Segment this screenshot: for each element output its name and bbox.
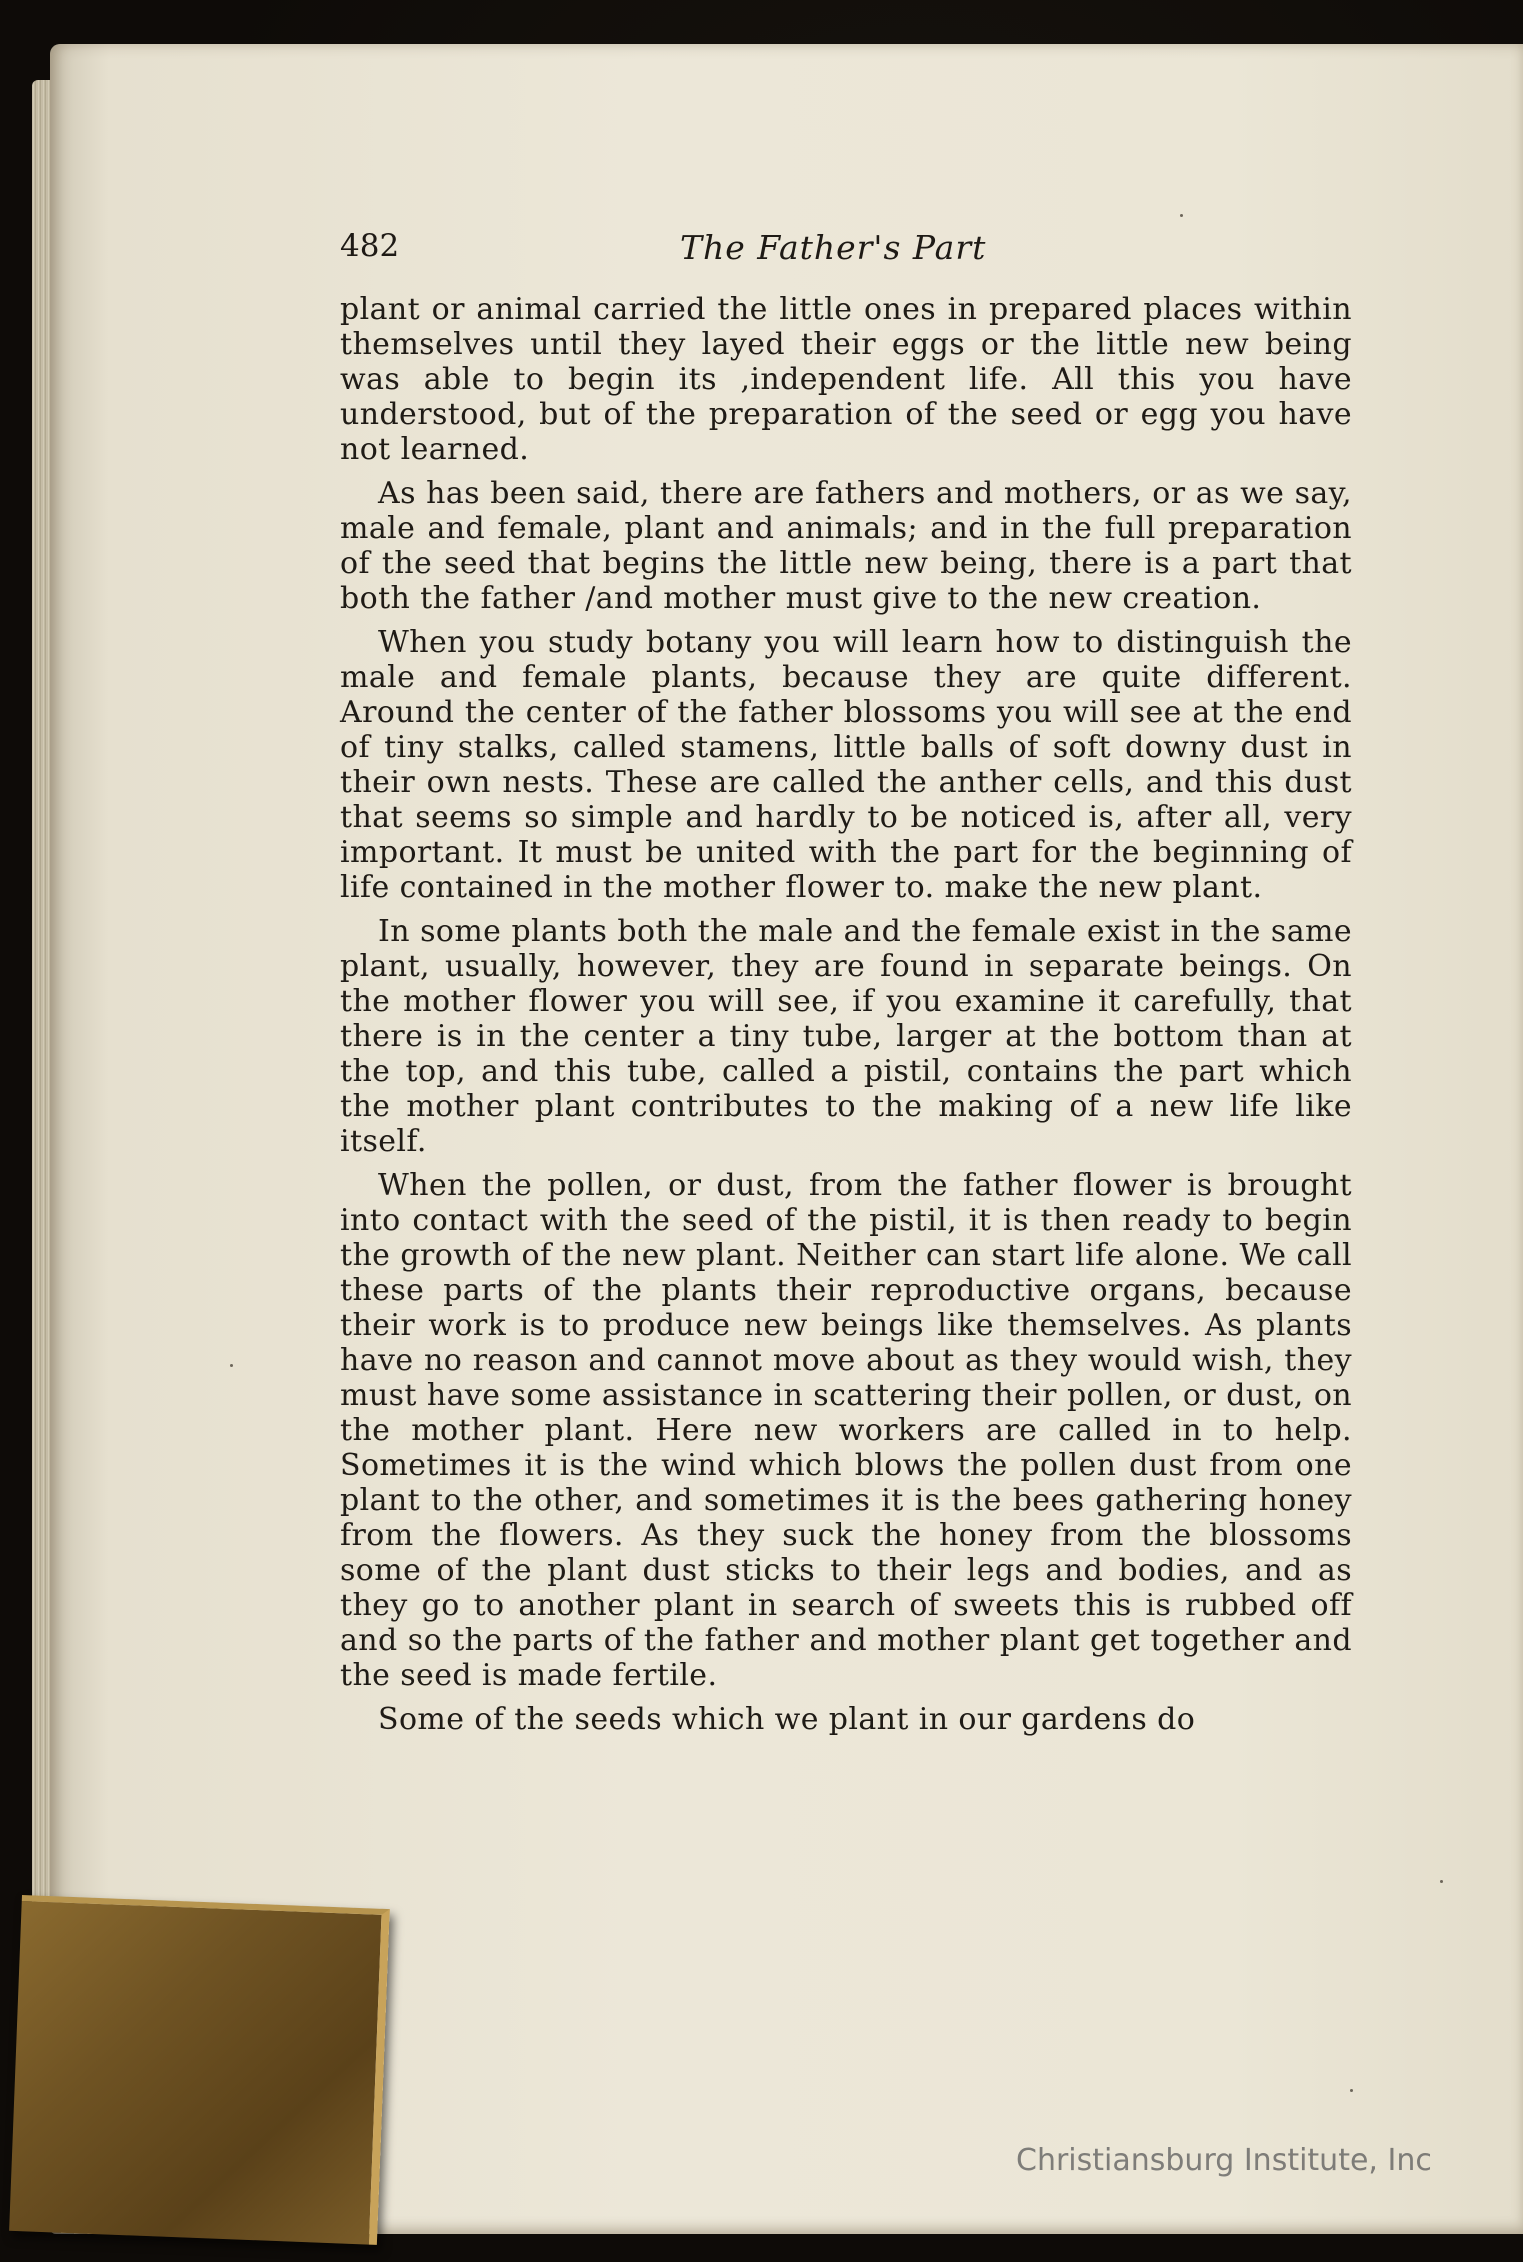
- running-header: [340, 228, 1002, 276]
- page-edges: [32, 80, 52, 2180]
- body-text: [340, 292, 1352, 1746]
- paragraph-3: When you study botany you will learn how to distinguish the male and female plants, because they are quite different. Around the center of the father blossoms you will see at the end of tiny stalks, called stamens, little balls of soft downy dust in their own nests. These are called the anther cells, and this dust that seems so simple and hardly to be noticed is, after all, very important. It must be united with the part for the beginning of life contained in the mother flower to. make the new plant.: [340, 625, 1352, 905]
- paper-speck: [230, 1364, 233, 1367]
- paragraph-2: As has been said, there are fathers and mothers, or as we say, male and female, plant and animals; and in the full preparation of the seed that begins the little new being, there is a part that both the father /and mother must give to the new creation.: [340, 476, 1352, 616]
- paper-speck: [1180, 214, 1183, 217]
- paper-speck: [1440, 1880, 1443, 1883]
- paragraph-6: Some of the seeds which we plant in our gardens do: [378, 1702, 1196, 1737]
- paper-speck: [1350, 2089, 1353, 2092]
- paragraph-5: When the pollen, or dust, from the father flower is brought into contact with the seed of the pistil, it is then ready to begin the growth of the new plant. Neither can start life alone. We call these parts of the plants their reproductive organs, because their work is to produce new beings like themselves. As plants have no reason and cannot move about as they would wish, they must have some assistance in scattering their pollen, or dust, on the mother plant. Here new workers are called in to help. Sometimes it is the wind which blows the pollen dust from one plant to the other, and sometimes it is the bees gathering honey from the flowers. As they suck the honey from the blossoms some of the plant dust sticks to their legs and bodies, and as they go to another plant in search of sweets this is rubbed off and so the parts of the father and mother plant get together and the seed is made fertile.: [340, 1168, 1352, 1693]
- watermark: Christiansburg Institute, Inc: [1016, 2143, 1432, 2178]
- paragraph-1: plant or animal carried the little ones in prepared places within themselves until they layed their eggs or the little new being was able to begin its ,independent life. All this you have understood, but of the preparation of the seed or egg you have not learned.: [340, 292, 1352, 467]
- paragraph-4: In some plants both the male and the female exist in the same plant, usually, however, they are found in separate beings. On the mother flower you will see, if you examine it carefully, that there is in the center a tiny tube, larger at the bottom than at the top, and this tube, called a pistil, contains the part which the mother plant contributes to the making of a new life like itself.: [340, 914, 1352, 1159]
- running-title: The Father's Part: [680, 228, 987, 267]
- page-number: 482: [340, 228, 400, 264]
- gold-bookmark-tab: [9, 1895, 390, 2245]
